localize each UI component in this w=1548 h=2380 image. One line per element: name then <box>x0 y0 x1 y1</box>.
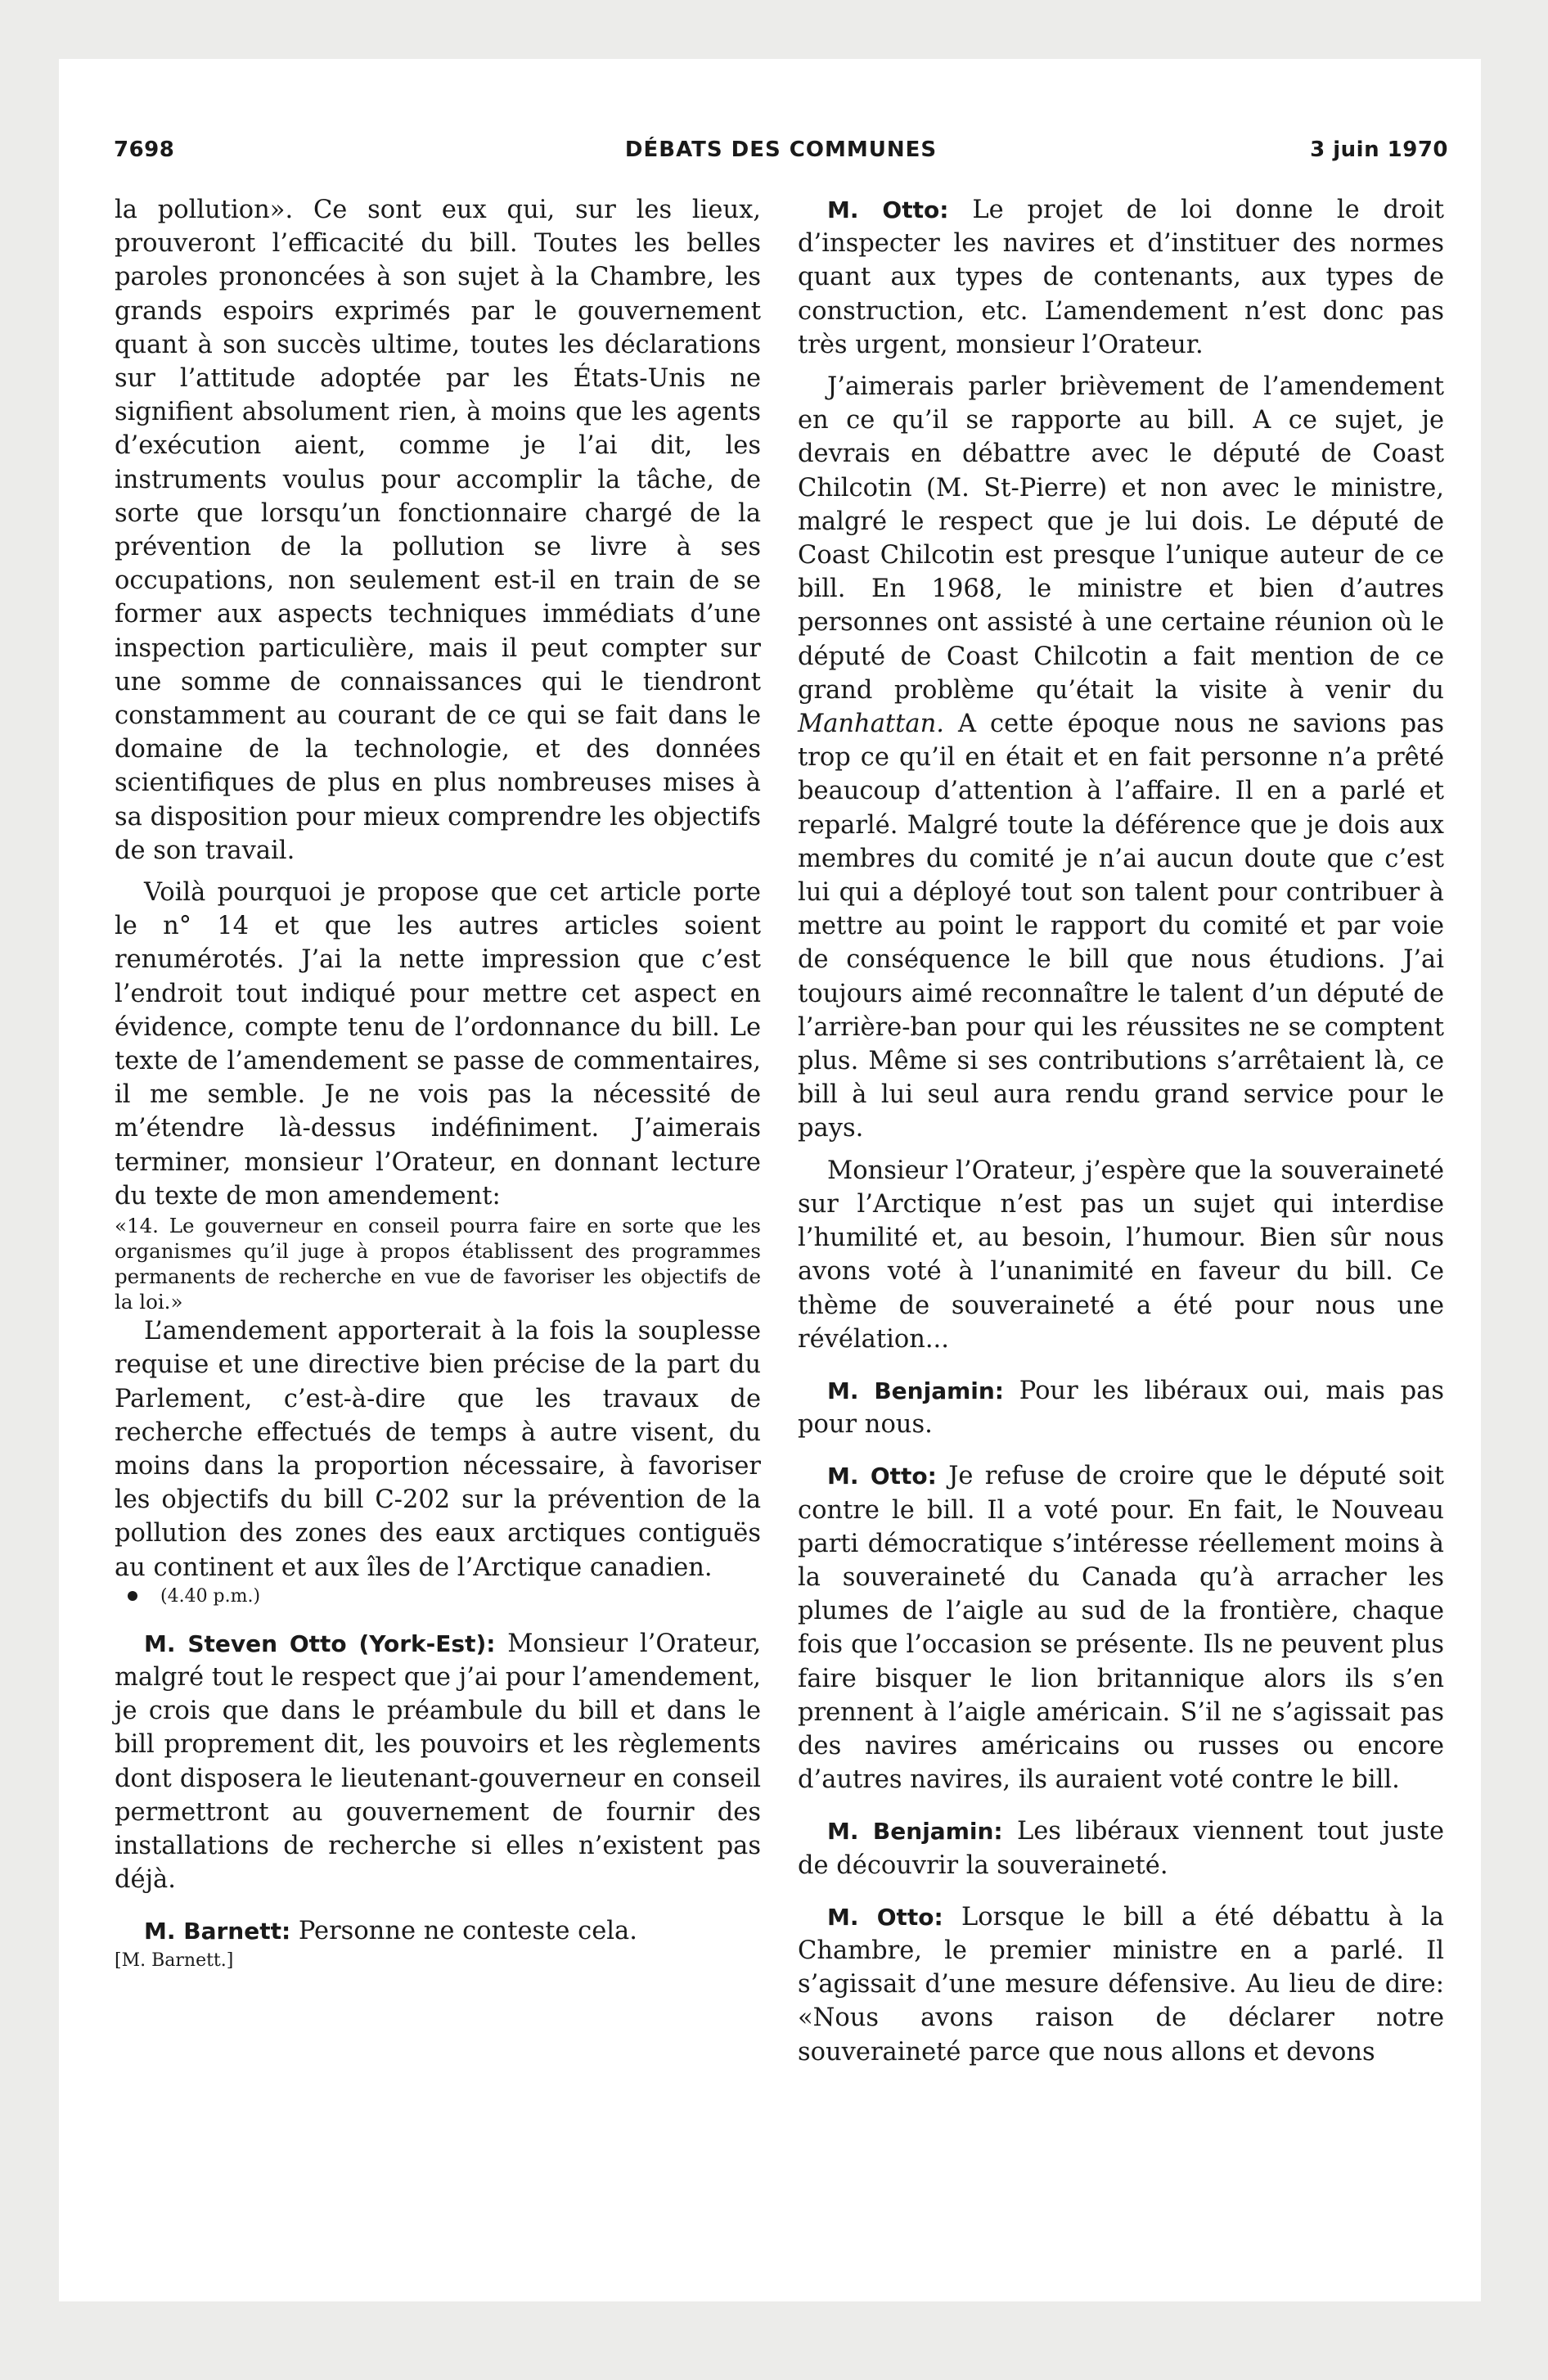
speech-text: Lorsque le bill a été débattu à la Chambre, le premier ministre en a parlé. Il s’agissait d’une mesure défensive. Au lieu de dire: «Nous avons raison de déclarer notre souveraineté parce que nous allons et devons <box>798 1902 1444 2067</box>
speech <box>798 1459 1444 1796</box>
speaker-name: M. Otto: <box>827 1463 937 1490</box>
paragraph: Voilà pourquoi je propose que cet article porte le n° 14 et que les autres articles soient renumérotés. J’ai la nette impression que c’est l’endroit tout indiqué pour mettre cet aspect en évidence, compte tenu de l’ordonnance du bill. Le texte de l’amendement se passe de commentaires, il me semble. Je ne vois pas la nécessité de m’étendre là-dessus indéfiniment. J’aimerais terminer, monsieur l’Orateur, en donnant lecture du texte de mon amendement: <box>115 878 761 1210</box>
paragraph: Monsieur l’Orateur, j’espère que la souveraineté sur l’Arctique n’est pas un sujet qui interdise l’humilité et, au besoin, l’humour. Bien sûr nous avons voté à l’unanimité en faveur du bill. Ce thème de souveraineté a été pour nous une révélation... <box>798 1156 1444 1354</box>
paragraph: L’amendement apporterait à la fois la souplesse requise et une directive bien précise de la part du Parlement, c’est-à-dire que les travaux de recherche effectués de temps à autre visent, du moins dans la proportion nécessaire, à favoriser les objectifs du bill C-202 sur la prévention de la pollution des zones des eaux arctiques contiguës au continent et aux îles de l’Arctique canadien. <box>115 1317 761 1582</box>
speaker-name: M. Otto: <box>827 1903 943 1931</box>
speaker-name: M. Benjamin: <box>827 1377 1004 1404</box>
page-title: DÉBATS DES COMMUNES <box>624 137 938 162</box>
speech-text: Monsieur l’Orateur, malgré tout le respect que j’ai pour l’amendement, je crois que dans le préambule du bill et dans le bill proprement dit, les pouvoirs et les règlements dont disposera le lieutenant-gouverneur en conseil permettront au gouvernement de fournir des installations de recherche si elles n’existent pas déjà. <box>115 1629 762 1895</box>
page-header <box>114 137 1448 172</box>
ship-name: Manhattan. <box>798 710 944 739</box>
timestamp-text: (4.40 p.m.) <box>160 1585 261 1607</box>
speaker-name: M. Steven Otto (York-Est): <box>144 1629 496 1657</box>
speech-text: Le projet de loi donne le droit d’inspecter les navires et d’instituer des normes quant aux types de contenants, aux types de construction, etc. L’amendement n’est donc pas très urgent, monsieur l’Orateur. <box>798 196 1444 359</box>
speech-text: Personne ne conteste cela. <box>298 1917 637 1946</box>
speech <box>798 1374 1444 1441</box>
page-footer: [M. Barnett.] <box>115 1950 234 1971</box>
speech <box>115 1627 761 1897</box>
speech <box>798 193 1444 362</box>
paragraph <box>798 370 1444 1146</box>
speech-text: Pour les libéraux oui, mais pas pour nous. <box>798 1376 1444 1440</box>
speaker-name: M. Barnett: <box>144 1918 291 1945</box>
bullet-icon <box>128 1591 137 1601</box>
speech <box>115 1914 761 1948</box>
speaker-name: M. Benjamin: <box>827 1818 1003 1846</box>
page-date: 3 juin 1970 <box>1310 137 1448 162</box>
amendment-quote: «14. Le gouverneur en conseil pourra faire en sorte que les organismes qu’il juge à propos établissent des programmes permanents de recherche en vue de favoriser les objectifs de la loi.» <box>115 1214 761 1314</box>
speech-text: Les libéraux viennent tout juste de découvrir la souveraineté. <box>798 1817 1444 1880</box>
paragraph-text: A cette époque nous ne savions pas trop ce qu’il en était et en fait personne n’a prêté beaucoup d’attention à l’affaire. Il en a parlé et reparlé. Malgré toute la déférence que je dois aux membres du comité je n’ai aucun doute que c’est lui qui a déployé tout son talent pour contribuer à mettre au point le rapport du comité et par voie de conséquence le bill que nous étudions. J’ai toujours aimé reconnaître le talent d’un député de l’arrière-ban pour qui les réussites ne se comptent plus. Même si ses contributions s’arrêtaient là, ce bill à lui seul aura rendu grand service pour le pays. <box>798 710 1444 1143</box>
left-column <box>115 193 761 1973</box>
speech <box>798 1900 1444 2069</box>
right-column <box>798 193 1444 2069</box>
page-number: 7698 <box>114 137 175 162</box>
paragraph-text: J’aimerais parler brièvement de l’amendement en ce qu’il se rapporte au bill. A ce sujet, je devrais en débattre avec le député de Coast Chilcotin (M. St-Pierre) et non avec le ministre, malgré le respect que je lui dois. Le député de Coast Chilcotin est presque l’unique auteur de ce bill. En 1968, le ministre et bien d’autres personnes ont assisté à une certaine réunion où le député de Coast Chilcotin a fait mention de ce grand problème qu’était la visite à venir du <box>798 372 1444 705</box>
speaker-name: M. Otto: <box>827 196 949 223</box>
paragraph: la pollution». Ce sont eux qui, sur les lieux, prouveront l’efficacité du bill. Toutes les belles paroles prononcées à son sujet à la Chambre, les grands espoirs exprimés par le gouvernement quant à son succès ultime, toutes les déclarations sur l’attitude adoptée par les États-Unis ne signifient absolument rien, à moins que les agents d’exécution aient, comme je l’ai dit, les instruments voulus pour accomplir la tâche, de sorte que lorsqu’un fonctionnaire chargé de la prévention de la pollution se livre à ses occupations, non seulement est-il en train de se former aux aspects techniques immédiats d’une inspection particulière, mais il peut compter sur une somme de connaissances qui le tiendront constamment au courant de ce qui se fait dans le domaine de la technologie, et des données scientifiques de plus en plus nombreuses mises à sa disposition pour mieux comprendre les objectifs de son travail. <box>115 196 761 865</box>
timestamp <box>115 1584 761 1609</box>
speech <box>798 1814 1444 1882</box>
speech-text: Je refuse de croire que le député soit contre le bill. Il a voté pour. En fait, le Nouveau parti démocratique s’intéresse réellement moins à la souveraineté du Canada qu’à arracher les plumes de l’aigle au sud de la frontière, chaque fois que l’occasion se présente. Ils ne peuvent plus faire bisquer le lion britannique alors ils s’en prennent à l’aigle américain. S’il ne s’agissait pas des navires américains ou russes ou encore d’autres navires, ils auraient voté contre le bill. <box>798 1462 1444 1795</box>
